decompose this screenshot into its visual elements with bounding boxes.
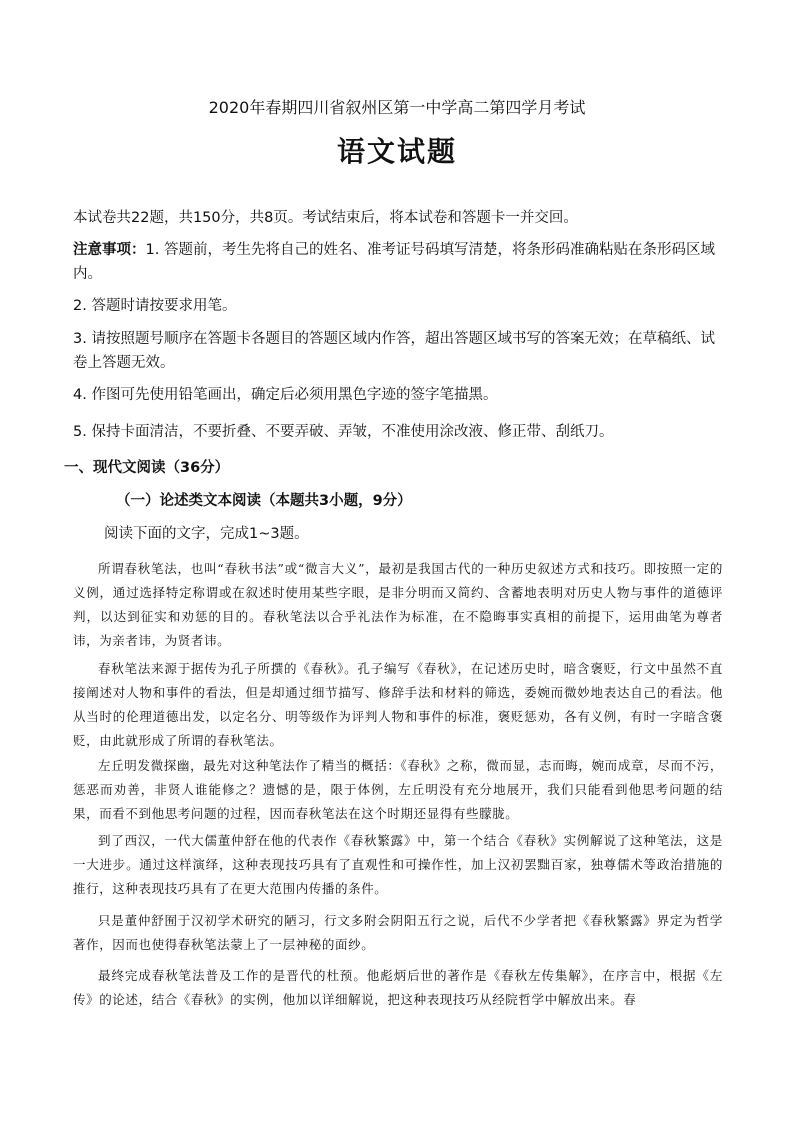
notice-label: 注意事项： [73, 242, 146, 258]
notice-item-2: 2. 答题时请按要求用笔。 [73, 298, 237, 314]
section-sub-heading: （一）论述类文本阅读（本题共3小题，9分） [116, 493, 412, 509]
reading-prompt: 阅读下面的文字，完成1~3题。 [104, 526, 309, 542]
passage-paragraph-2: 春秋笔法来源于据传为孔子所撰的《春秋》。孔子编写《春秋》，在记述历史时，暗含褒贬，行文中虽然不直接阐述对人物和事件的看法，但是却通过细节描写、修辞手法和材料的筛选，委婉而微妙地表达自己的看法。他从当时的伦理道德出发，以定名分、明等级作为评判人物和事件的标准，褒贬惩劝，各有义例，有时一字暗含褒贬，由此就形成了所谓的春秋笔法。 [73, 661, 723, 748]
notice-item-1-text: 1. 答题前，考生先将自己的姓名、准考证号码填写清楚，将条形码准确粘贴在条形码区域内。 [73, 242, 715, 282]
notice-item-4: 4. 作图可先使用铅笔画出，确定后必须用黑色字迹的签字笔描黑。 [73, 387, 498, 403]
exam-title: 2020年春期四川省叙州区第一中学高二第四学月考试 [208, 98, 586, 117]
notice-item-3: 3. 请按照题号顺序在答题卡各题目的答题区域内作答，超出答题区域书写的答案无效；在草稿纸、试卷上答题无效。 [73, 331, 715, 371]
notice-item-1 [73, 238, 723, 286]
passage-paragraph-3: 左丘明发微探幽，最先对这种笔法作了精当的概括：《春秋》之称，微而显，志而晦，婉而成章，尽而不污，惩恶而劝善，非贤人谁能修之？遗憾的是，限于体例，左丘明没有充分地展开，我们只能看到他思考问题的结果，而看不到他思考问题的过程，因而春秋笔法在这个时期还显得有些朦胧。 [73, 758, 723, 821]
passage-paragraph-6: 最终完成春秋笔法普及工作的是晋代的杜预。他彪炳后世的著作是《春秋左传集解》，在序言中，根据《左传》的论述，结合《春秋》的实例，他加以详细解说，把这种表现技巧从经院哲学中解放出来。春 [73, 968, 723, 1007]
section-heading: 一、现代文阅读（36分） [64, 460, 230, 476]
passage-paragraph-4: 到了西汉，一代大儒董仲舒在他的代表作《春秋繁露》中，第一个结合《春秋》实例解说了这种笔法，这是一大进步。通过这样演绎，这种表现技巧具有了直观性和可操作性，加上汉初罢黜百家，独尊儒术等政治措施的推行，这种表现技巧具有了在更大范围内传播的条件。 [73, 833, 723, 896]
instructions-intro: 本试卷共22题，共150分，共8页。考试结束后，将本试卷和答题卡一并交回。 [73, 210, 578, 226]
notice-item-5: 5. 保持卡面清洁，不要折叠、不要弄破、弄皱，不准使用涂改液、修正带、刮纸刀。 [73, 424, 614, 440]
subject-title: 语文试题 [336, 135, 457, 168]
passage-paragraph-1: 所谓春秋笔法，也叫“春秋书法”或“微言大义”，最初是我国古代的一种历史叙述方式和技巧。即按照一定的义例，通过选择特定称谓或在叙述时使用某些字眼，是非分明而又简约、含蓄地表明对历史人物与事件的道德评判，以达到征实和劝惩的目的。春秋笔法以合乎礼法作为标准，在不隐晦事实真相的前提下，运用曲笔为尊者讳，为亲者讳，为贤者讳。 [73, 561, 723, 648]
passage-paragraph-5: 只是董仲舒囿于汉初学术研究的陋习，行文多附会阴阳五行之说，后代不少学者把《春秋繁露》界定为哲学著作，因而也使得春秋笔法蒙上了一层神秘的面纱。 [73, 913, 723, 952]
